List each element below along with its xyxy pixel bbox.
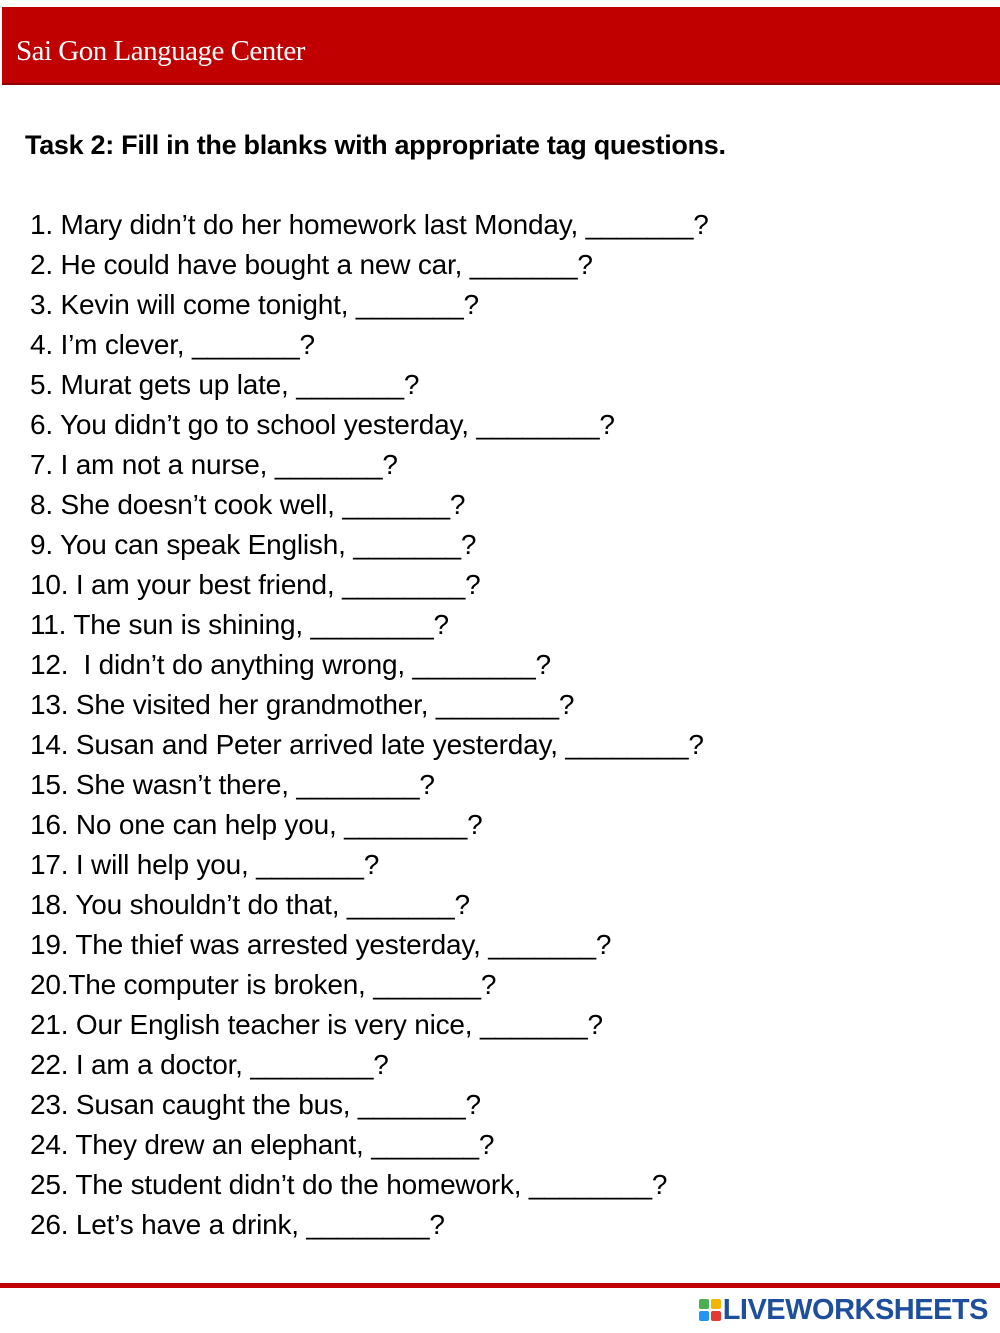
question-item: 14. Susan and Peter arrived late yesterday, ________? bbox=[30, 729, 704, 760]
question-item: 1. Mary didn’t do her homework last Monday, _______? bbox=[30, 209, 709, 240]
question-item: 22. I am a doctor, ________? bbox=[30, 1049, 389, 1080]
question-item: 5. Murat gets up late, _______? bbox=[30, 369, 420, 400]
question-item: 9. You can speak English, _______? bbox=[30, 529, 477, 560]
question-item: 11. The sun is shining, ________? bbox=[30, 609, 449, 640]
question-item: 24. They drew an elephant, _______? bbox=[30, 1129, 495, 1160]
question-item: 25. The student didn’t do the homework, ________? bbox=[30, 1169, 668, 1200]
question-item: 3. Kevin will come tonight, _______? bbox=[30, 289, 479, 320]
question-item: 26. Let’s have a drink, ________? bbox=[30, 1209, 445, 1240]
question-item: 19. The thief was arrested yesterday, _______? bbox=[30, 929, 612, 960]
logo-text: LIVEWORKSHEETS bbox=[722, 1293, 988, 1326]
header-bar bbox=[2, 7, 1000, 85]
task-title: Task 2: Fill in the blanks with appropriate tag questions. bbox=[25, 130, 726, 160]
question-item: 7. I am not a nurse, _______? bbox=[30, 449, 398, 480]
question-item: 8. She doesn’t cook well, _______? bbox=[30, 489, 466, 520]
question-item: 15. She wasn’t there, ________? bbox=[30, 769, 435, 800]
question-item: 13. She visited her grandmother, ________? bbox=[30, 689, 575, 720]
question-item: 17. I will help you, _______? bbox=[30, 849, 380, 880]
liveworksheets-logo bbox=[699, 1292, 988, 1328]
question-list bbox=[30, 205, 709, 1245]
header-title: Sai Gon Language Center bbox=[16, 35, 305, 67]
question-item: 16. No one can help you, ________? bbox=[30, 809, 483, 840]
question-item: 10. I am your best friend, ________? bbox=[30, 569, 481, 600]
footer-divider bbox=[0, 1283, 1000, 1288]
question-item: 12. I didn’t do anything wrong, ________? bbox=[30, 649, 551, 680]
question-item: 6. You didn’t go to school yesterday, ________? bbox=[30, 409, 615, 440]
question-item: 2. He could have bought a new car, _______? bbox=[30, 249, 593, 280]
question-item: 18. You shouldn’t do that, _______? bbox=[30, 889, 470, 920]
question-item: 4. I’m clever, _______? bbox=[30, 329, 315, 360]
liveworksheets-logo-icon bbox=[699, 1299, 721, 1321]
question-item: 21. Our English teacher is very nice, _______? bbox=[30, 1009, 603, 1040]
question-item: 20.The computer is broken, _______? bbox=[30, 969, 497, 1000]
question-item: 23. Susan caught the bus, _______? bbox=[30, 1089, 481, 1120]
